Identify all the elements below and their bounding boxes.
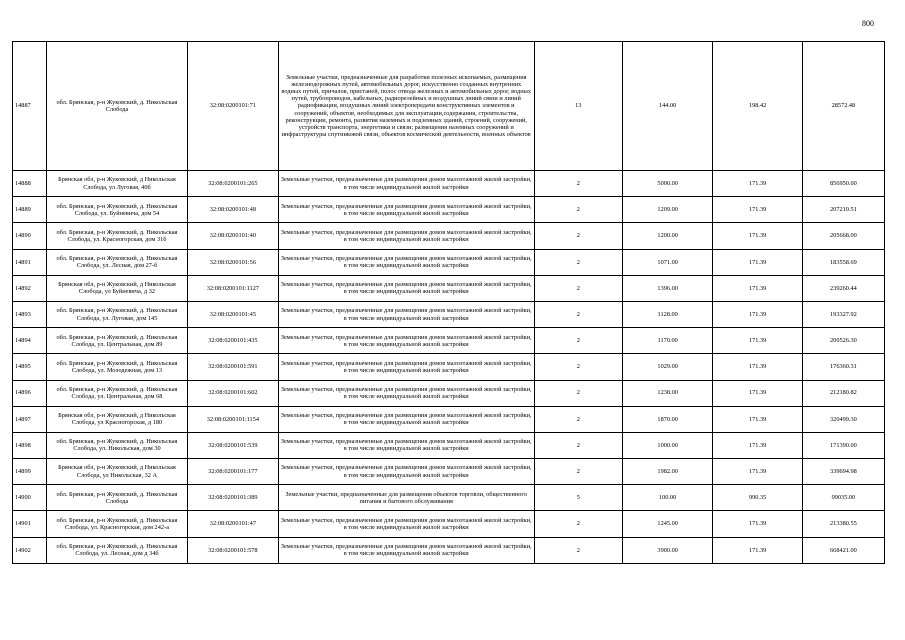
specific-value-cell: 171.39 xyxy=(713,328,802,354)
land-use-cell: Земельные участки, предназначенные для размещения домов малоэтажной жилой застройки, в том числе индивидуальной жилой застройки xyxy=(278,354,534,380)
land-use-cell: Земельные участки, предназначенные для размещения домов малоэтажной жилой застройки, в том числе индивидуальной жилой застройки xyxy=(278,432,534,458)
record-number-cell: 14887 xyxy=(13,42,47,171)
cadastral-value-cell: 205668.00 xyxy=(802,223,884,249)
table-row xyxy=(13,485,885,511)
record-number-cell: 14898 xyxy=(13,432,47,458)
table-row xyxy=(13,301,885,327)
area-cell: 144.00 xyxy=(622,42,713,171)
address-cell: обл. Брянская, р-н Жуковский, д. Никольская Слобода, ул. Лесная, дом 27-б xyxy=(46,249,187,275)
cadastral-number-cell: 32:08:0200101:435 xyxy=(188,328,279,354)
use-code-cell: 2 xyxy=(534,328,622,354)
specific-value-cell: 171.39 xyxy=(713,197,802,223)
address-cell: обл. Брянская, р-н Жуковский, д. Никольская Слобода, ул. Никольская, дом 30 xyxy=(46,432,187,458)
land-use-cell: Земельные участки, предназначенные для размещения домов малоэтажной жилой застройки, в том числе индивидуальной жилой застройки xyxy=(278,275,534,301)
cadastral-value-cell: 200526.30 xyxy=(802,328,884,354)
record-number-cell: 14897 xyxy=(13,406,47,432)
address-cell: обл. Брянская, р-н Жуковский, д. Никольская Слобода xyxy=(46,485,187,511)
cadastral-number-cell: 32:08:0200101:56 xyxy=(188,249,279,275)
area-cell: 100.00 xyxy=(622,485,713,511)
address-cell: обл. Брянская, р-н Жуковский, д. Никольская Слобода, ул. Центральная, дом 68 xyxy=(46,380,187,406)
use-code-cell: 2 xyxy=(534,432,622,458)
land-use-cell: Земельные участки, предназначенные для размещения домов малоэтажной жилой застройки, в том числе индивидуальной жилой застройки xyxy=(278,301,534,327)
cadastral-value-cell: 176360.31 xyxy=(802,354,884,380)
specific-value-cell: 171.39 xyxy=(713,511,802,537)
cadastral-number-cell: 32:08:0200101:1154 xyxy=(188,406,279,432)
table-row xyxy=(13,171,885,197)
area-cell: 1245.00 xyxy=(622,511,713,537)
table-row xyxy=(13,354,885,380)
cadastral-number-cell: 32:08:0200101:539 xyxy=(188,432,279,458)
cadastral-value-cell: 207210.51 xyxy=(802,197,884,223)
address-cell: обл. Брянская, р-н Жуковский, д. Никольская Слобода, ул. Центральная, дом 89 xyxy=(46,328,187,354)
land-use-cell: Земельные участки, предназначенные для разработки полезных ископаемых, размещения железнодорожных путей, автомобильных дорог, искусственно созданных внутренних водных путей, причалов, пристаней, полос отвода железных и автомобильных дорог, водных путей, трубопроводов, кабельных, радиорелейных и воздушных линий связи и линий радиофикации, воздушных линий электропередачи конструктивных элементов и сооружений, объектов, необходимых для эксплуатации,содержания, строительства, реконструкции, ремонта, развития наземных и подземных зданий, строений, сооружений, устройств транспорта, энергетики и связи; размещения наземных сооружений и инфраструктуры спутниковой связи, объектов космической деятельности, военных объектов xyxy=(278,42,534,171)
use-code-cell: 2 xyxy=(534,380,622,406)
specific-value-cell: 171.39 xyxy=(713,537,802,563)
land-use-cell: Земельные участки, предназначенные для размещения домов малоэтажной жилой застройки, в том числе индивидуальной жилой застройки xyxy=(278,197,534,223)
area-cell: 1209.00 xyxy=(622,197,713,223)
use-code-cell: 2 xyxy=(534,537,622,563)
cadastral-number-cell: 32:08:0200101:602 xyxy=(188,380,279,406)
land-use-cell: Земельные участки, предназначенные для размещения домов малоэтажной жилой застройки, в том числе индивидуальной жилой застройки xyxy=(278,380,534,406)
cadastral-value-cell: 856950.00 xyxy=(802,171,884,197)
land-use-cell: Земельные участки, предназначенные для размещения домов малоэтажной жилой застройки, в том числе индивидуальной жилой застройки xyxy=(278,537,534,563)
cadastral-value-cell: 171390.00 xyxy=(802,432,884,458)
address-cell: обл. Брянская, р-н Жуковский, д. Никольская Слобода, ул. Буйневича, дом 54 xyxy=(46,197,187,223)
record-number-cell: 14900 xyxy=(13,485,47,511)
use-code-cell: 2 xyxy=(534,354,622,380)
cadastral-number-cell: 32:08:0200101:389 xyxy=(188,485,279,511)
record-number-cell: 14902 xyxy=(13,537,47,563)
specific-value-cell: 171.39 xyxy=(713,249,802,275)
record-number-cell: 14889 xyxy=(13,197,47,223)
use-code-cell: 2 xyxy=(534,275,622,301)
cadastral-value-cell: 212180.82 xyxy=(802,380,884,406)
record-number-cell: 14892 xyxy=(13,275,47,301)
specific-value-cell: 171.39 xyxy=(713,223,802,249)
record-number-cell: 14899 xyxy=(13,459,47,485)
record-number-cell: 14890 xyxy=(13,223,47,249)
use-code-cell: 2 xyxy=(534,197,622,223)
table-row xyxy=(13,406,885,432)
table-row xyxy=(13,459,885,485)
record-number-cell: 14896 xyxy=(13,380,47,406)
cadastral-number-cell: 32:08:0200101:177 xyxy=(188,459,279,485)
area-cell: 1200.00 xyxy=(622,223,713,249)
area-cell: 1029.00 xyxy=(622,354,713,380)
cadastral-value-cell: 28572.48 xyxy=(802,42,884,171)
table-row xyxy=(13,328,885,354)
cadastral-number-cell: 32:08:0200101:265 xyxy=(188,171,279,197)
record-number-cell: 14895 xyxy=(13,354,47,380)
area-cell: 1000.00 xyxy=(622,432,713,458)
land-use-cell: Земельные участки, предназначенные для размещения домов малоэтажной жилой застройки, в том числе индивидуальной жилой застройки xyxy=(278,223,534,249)
land-use-cell: Земельные участки, предназначенные для размещения домов малоэтажной жилой застройки, в том числе индивидуальной жилой застройки xyxy=(278,249,534,275)
address-cell: Брянская обл, р-н Жуковский, д Никольская Слобода, ул Луговая, 40б xyxy=(46,171,187,197)
table-row xyxy=(13,511,885,537)
cadastral-number-cell: 32:08:0200101:40 xyxy=(188,223,279,249)
cadastral-value-cell: 320499.30 xyxy=(802,406,884,432)
cadastral-number-cell: 32:08:0200101:578 xyxy=(188,537,279,563)
area-cell: 3900.00 xyxy=(622,537,713,563)
area-cell: 1071.00 xyxy=(622,249,713,275)
cadastral-value-cell: 239260.44 xyxy=(802,275,884,301)
land-use-cell: Земельные участки, предназначенные для размещения объектов торговли, общественного питания и бытового обслуживания xyxy=(278,485,534,511)
specific-value-cell: 171.39 xyxy=(713,354,802,380)
land-use-cell: Земельные участки, предназначенные для размещения домов малоэтажной жилой застройки, в том числе индивидуальной жилой застройки xyxy=(278,171,534,197)
record-number-cell: 14901 xyxy=(13,511,47,537)
use-code-cell: 2 xyxy=(534,459,622,485)
cadastral-value-cell: 193327.92 xyxy=(802,301,884,327)
cadastral-value-cell: 668421.00 xyxy=(802,537,884,563)
address-cell: обл. Брянская, р-н Жуковский, д. Никольская Слобода, ул. Лесная, дом д 34б xyxy=(46,537,187,563)
land-use-cell: Земельные участки, предназначенные для размещения домов малоэтажной жилой застройки, в том числе индивидуальной жилой застройки xyxy=(278,511,534,537)
specific-value-cell: 990.35 xyxy=(713,485,802,511)
address-cell: Брянская обл, р-н Жуковский, д Никольская Слобода, ул Красногорская, д 180 xyxy=(46,406,187,432)
area-cell: 1238.00 xyxy=(622,380,713,406)
use-code-cell: 13 xyxy=(534,42,622,171)
area-cell: 1870.00 xyxy=(622,406,713,432)
land-use-cell: Земельные участки, предназначенные для размещения домов малоэтажной жилой застройки, в том числе индивидуальной жилой застройки xyxy=(278,328,534,354)
area-cell: 1128.00 xyxy=(622,301,713,327)
use-code-cell: 2 xyxy=(534,301,622,327)
use-code-cell: 2 xyxy=(534,171,622,197)
cadastral-number-cell: 32:08:0200101:591 xyxy=(188,354,279,380)
cadastral-value-cell: 99035.00 xyxy=(802,485,884,511)
area-cell: 1396.00 xyxy=(622,275,713,301)
area-cell: 1170.00 xyxy=(622,328,713,354)
address-cell: обл. Брянская, р-н Жуковский, д. Никольская Слобода, ул. Луговая, дом 145 xyxy=(46,301,187,327)
specific-value-cell: 198.42 xyxy=(713,42,802,171)
area-cell: 1982.00 xyxy=(622,459,713,485)
specific-value-cell: 171.39 xyxy=(713,432,802,458)
cadastral-number-cell: 32:08:0200101:47 xyxy=(188,511,279,537)
use-code-cell: 2 xyxy=(534,223,622,249)
specific-value-cell: 171.39 xyxy=(713,171,802,197)
table-row xyxy=(13,275,885,301)
address-cell: обл. Брянская, р-н Жуковский, д. Никольская Слобода, ул. Красногорская, дом 242-а xyxy=(46,511,187,537)
use-code-cell: 5 xyxy=(534,485,622,511)
cadastral-value-cell: 183558.69 xyxy=(802,249,884,275)
use-code-cell: 2 xyxy=(534,406,622,432)
specific-value-cell: 171.39 xyxy=(713,301,802,327)
cadastral-value-cell: 339694.98 xyxy=(802,459,884,485)
table-row xyxy=(13,223,885,249)
specific-value-cell: 171.39 xyxy=(713,380,802,406)
table-row xyxy=(13,249,885,275)
specific-value-cell: 171.39 xyxy=(713,406,802,432)
area-cell: 5000.00 xyxy=(622,171,713,197)
table-row xyxy=(13,432,885,458)
land-use-cell: Земельные участки, предназначенные для размещения домов малоэтажной жилой застройки, в том числе индивидуальной жилой застройки xyxy=(278,459,534,485)
table-row xyxy=(13,197,885,223)
cadastral-number-cell: 32:08:0200101:45 xyxy=(188,301,279,327)
cadastral-number-cell: 32:08:0200101:1127 xyxy=(188,275,279,301)
land-registry-table xyxy=(12,41,885,564)
use-code-cell: 2 xyxy=(534,511,622,537)
specific-value-cell: 171.39 xyxy=(713,459,802,485)
record-number-cell: 14888 xyxy=(13,171,47,197)
cadastral-value-cell: 213380.55 xyxy=(802,511,884,537)
address-cell: обл. Брянская, р-н Жуковский, д. Никольская Слобода, ул. Красногорская, дом 31б xyxy=(46,223,187,249)
address-cell: обл. Брянская, р-н Жуковский, д. Никольская Слобода, ул. Молодежная, дом 13 xyxy=(46,354,187,380)
table-row xyxy=(13,380,885,406)
table-row xyxy=(13,537,885,563)
record-number-cell: 14893 xyxy=(13,301,47,327)
use-code-cell: 2 xyxy=(534,249,622,275)
record-number-cell: 14891 xyxy=(13,249,47,275)
address-cell: Брянская обл, р-н Жуковский, д Никольская Слобода, ул Буйневича, д 32 xyxy=(46,275,187,301)
address-cell: обл. Брянская, р-н Жуковский, д. Никольская Слобода xyxy=(46,42,187,171)
record-number-cell: 14894 xyxy=(13,328,47,354)
page-number: 800 xyxy=(862,19,874,28)
cadastral-number-cell: 32:08:0200101:48 xyxy=(188,197,279,223)
table-row xyxy=(13,42,885,171)
land-use-cell: Земельные участки, предназначенные для размещения домов малоэтажной жилой застройки, в том числе индивидуальной жилой застройки xyxy=(278,406,534,432)
cadastral-number-cell: 32:08:0200101:71 xyxy=(188,42,279,171)
address-cell: Брянская обл, р-н Жуковский, д Никольская Слобода, ул Никольская, 32 А xyxy=(46,459,187,485)
specific-value-cell: 171.39 xyxy=(713,275,802,301)
